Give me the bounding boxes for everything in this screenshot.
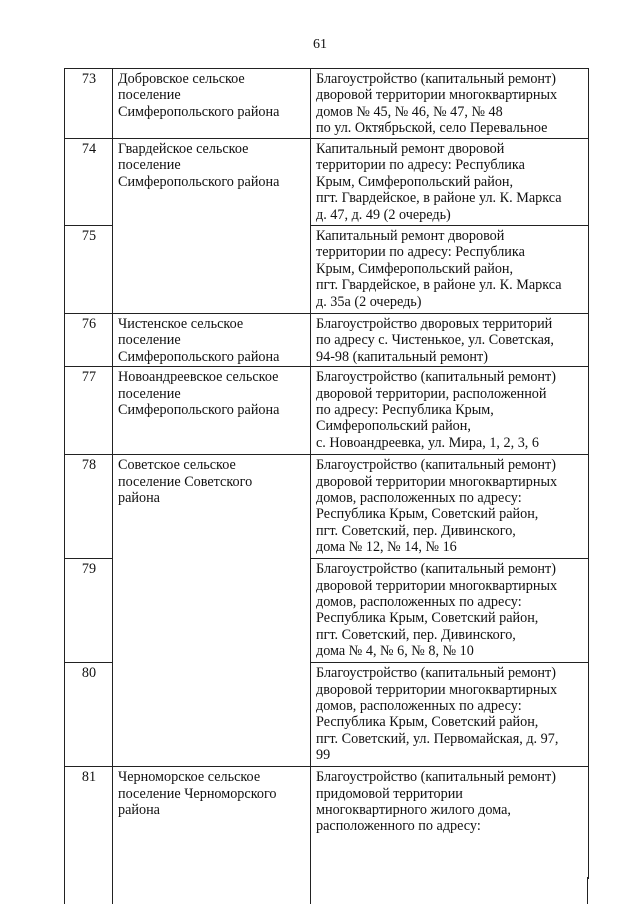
settlement-line: Симферопольского района — [118, 348, 280, 365]
description-line: придомовой территории — [316, 785, 463, 802]
description-line: Благоустройство (капитальный ремонт) — [316, 561, 556, 578]
row-number: 75 — [65, 226, 113, 314]
description-cell — [311, 559, 589, 663]
settlement-line: Черноморское сельское — [118, 769, 261, 786]
settlement-cell — [113, 367, 311, 455]
description-line: Крым, Симферопольский район, — [316, 173, 514, 190]
description-line: по адресу: Республика Крым, — [316, 402, 494, 419]
settlement-line: района — [118, 802, 160, 819]
settlement-line: поселение — [118, 332, 181, 349]
description-line: пгт. Советский, ул. Первомайская, д. 97, — [316, 730, 559, 747]
page-cut-mask — [64, 877, 588, 904]
description-line: Республика Крым, Советский район, — [316, 610, 539, 627]
row-number: 78 — [65, 455, 113, 559]
description-line: пгт. Советский, пер. Дивинского, — [316, 522, 516, 539]
table-rule-2 — [310, 877, 311, 904]
settlement-line: поселение — [118, 87, 181, 104]
description-line: Благоустройство (капитальный ремонт) — [316, 665, 556, 682]
settlement-line: поселение — [118, 157, 181, 174]
table-rule-1 — [112, 877, 113, 904]
row-number: 79 — [65, 559, 113, 663]
settlement-cell — [113, 69, 311, 139]
description-line: Капитальный ремонт дворовой — [316, 228, 505, 244]
description-cell — [311, 455, 589, 559]
row-number: 80 — [65, 663, 113, 767]
settlement-line: района — [118, 490, 160, 507]
table-row — [65, 367, 589, 455]
description-line: по ул. Октябрьской, село Перевальное — [316, 120, 548, 137]
settlement-line: поселение Черноморского — [118, 785, 277, 802]
description-line: Капитальный ремонт дворовой — [316, 141, 505, 157]
description-line: домов № 45, № 46, № 47, № 48 — [316, 103, 503, 120]
description-line: домов, расположенных по адресу: — [316, 490, 522, 507]
settlement-line: Симферопольского района — [118, 173, 280, 190]
table-row — [65, 767, 589, 879]
description-line: пгт. Гвардейское, в районе ул. К. Маркса — [316, 277, 562, 294]
description-line: Крым, Симферопольский район, — [316, 260, 514, 277]
description-line: территории по адресу: Республика — [316, 244, 525, 261]
description-line: дворовой территории многоквартирных — [316, 473, 558, 490]
settlement-line: Добровское сельское — [118, 71, 245, 87]
settlement-line: поселение — [118, 385, 181, 402]
description-line: дома № 4, № 6, № 8, № 10 — [316, 643, 474, 660]
settlement-cell — [113, 139, 311, 314]
settlement-line: Симферопольского района — [118, 402, 280, 419]
table-row — [65, 455, 589, 559]
description-line: 99 — [316, 747, 331, 764]
description-line: с. Новоандреевка, ул. Мира, 1, 2, 3, 6 — [316, 434, 539, 451]
description-line: Благоустройство (капитальный ремонт) — [316, 369, 556, 386]
description-line: территории по адресу: Республика — [316, 157, 525, 174]
settlement-line: Чистенское сельское — [118, 316, 244, 332]
registry-body — [65, 69, 589, 879]
settlement-cell — [113, 314, 311, 367]
description-cell — [311, 314, 589, 367]
description-line: Благоустройство (капитальный ремонт) — [316, 457, 556, 474]
description-line: Республика Крым, Советский район, — [316, 506, 539, 523]
registry-table — [64, 68, 589, 879]
description-cell — [311, 367, 589, 455]
description-line: дома № 12, № 14, № 16 — [316, 539, 457, 556]
description-line: Благоустройство (капитальный ремонт) — [316, 71, 556, 87]
row-number: 77 — [65, 367, 113, 455]
description-line: пгт. Гвардейское, в районе ул. К. Маркса — [316, 190, 562, 207]
description-line: д. 35а (2 очередь) — [316, 293, 422, 310]
row-number: 73 — [65, 69, 113, 139]
description-cell — [311, 226, 589, 314]
description-line: домов, расположенных по адресу: — [316, 698, 522, 715]
description-line: Симферопольский район, — [316, 418, 471, 435]
settlement-line: Новоандреевское сельское — [118, 369, 279, 386]
description-line: дворовой территории многоквартирных — [316, 87, 558, 104]
description-line: д. 47, д. 49 (2 очередь) — [316, 206, 451, 223]
row-number: 81 — [65, 767, 113, 879]
description-line: расположенного по адресу: — [316, 818, 481, 835]
settlement-cell — [113, 767, 311, 879]
description-line: 94-98 (капитальный ремонт) — [316, 348, 488, 365]
settlement-line: Гвардейское сельское — [118, 141, 249, 157]
row-number: 74 — [65, 139, 113, 226]
description-line: дворовой территории многоквартирных — [316, 681, 558, 698]
table-row — [65, 69, 589, 139]
table-row — [65, 139, 589, 226]
description-cell — [311, 139, 589, 226]
description-line: дворовой территории многоквартирных — [316, 577, 558, 594]
row-number: 76 — [65, 314, 113, 367]
description-cell — [311, 767, 589, 879]
description-line: Республика Крым, Советский район, — [316, 714, 539, 731]
description-line: Благоустройство (капитальный ремонт) — [316, 769, 556, 786]
description-line: многоквартирного жилого дома, — [316, 802, 511, 819]
settlement-cell — [113, 455, 311, 767]
description-cell — [311, 69, 589, 139]
settlement-line: поселение Советского — [118, 473, 253, 490]
description-line: пгт. Советский, пер. Дивинского, — [316, 626, 516, 643]
description-line: по адресу с. Чистенькое, ул. Советская, — [316, 332, 554, 349]
table-row — [65, 314, 589, 367]
settlement-line: Симферопольского района — [118, 103, 280, 120]
table-rule-left — [64, 877, 65, 904]
description-line: домов, расположенных по адресу: — [316, 594, 522, 611]
description-line: Благоустройство дворовых территорий — [316, 316, 553, 332]
description-cell — [311, 663, 589, 767]
description-line: дворовой территории, расположенной — [316, 385, 547, 402]
page-number: 61 — [313, 37, 327, 52]
table-rule-right — [587, 877, 588, 904]
settlement-line: Советское сельское — [118, 457, 236, 474]
